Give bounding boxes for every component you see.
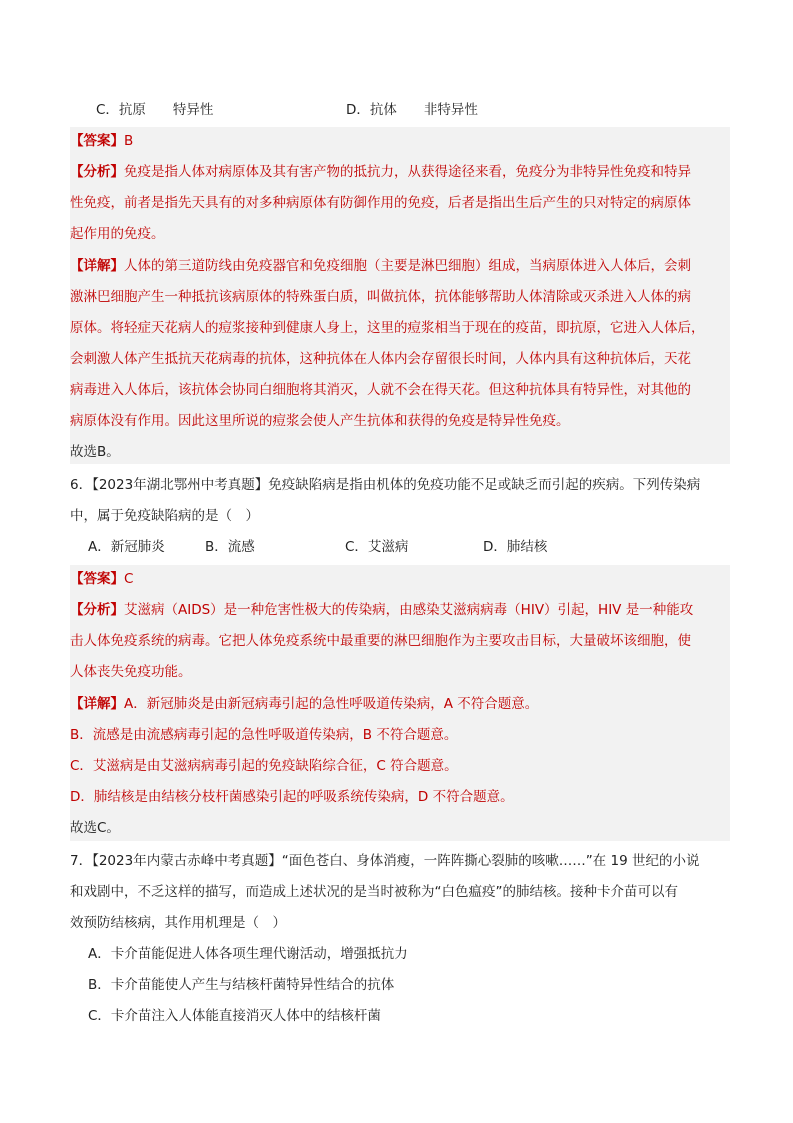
detail-text: 人体的第三道防线由免疫器官和免疫细胞（主要是淋巴细胞）组成，当病原体进入人体后，会刺 [124,258,691,274]
q6-option-b: B．流感 [205,539,255,555]
q5-detail-line-2: 激淋巴细胞产生一种抵抗该病原体的特殊蛋白质，叫做抗体，抗体能够帮助人体清除或灭杀进入人体的病 [70,289,691,305]
q7-option-c: C．卡介苗注入人体能直接消灭人体中的结核杆菌 [88,1008,381,1024]
q5-analysis-line-3: 起作用的免疫。 [70,226,165,242]
q5-detail-line-3: 原体。将轻症天花病人的痘浆接种到健康人身上，这里的痘浆相当于现在的疫苗，即抗原，它进入人体后， [70,320,705,336]
analysis-text: 艾滋病（AIDS）是一种危害性极大的传染病，由感染艾滋病病毒（HIV）引起，HIV 是一种能攻 [124,602,694,618]
q6-stem-line-1: 6．【2023年湖北鄂州中考真题】免疫缺陷病是指由机体的免疫功能不足或缺乏而引起的疾病。下列传染病 [70,477,701,493]
q6-analysis-line-2: 击人体免疫系统的病毒。它把人体免疫系统中最重要的淋巴细胞作为主要攻击目标，大量破坏该细胞，使 [70,633,691,649]
q5-option-c: C．抗原 特异性 [96,102,214,118]
q6-analysis-line-1 [70,600,730,620]
q6-option-a: A．新冠肺炎 [88,539,165,555]
q6-detail-line-3: C．艾滋病是由艾滋病病毒引起的免疫缺陷综合征，C 符合题意。 [70,758,458,774]
detail-tag: 【详解】 [70,258,124,274]
q6-answer [70,569,730,589]
analysis-tag: 【分析】 [70,164,124,180]
q5-detail-line-6: 病原体没有作用。因此这里所说的痘浆会使人产生抗体和获得的免疫是特异性免疫。 [70,413,570,429]
answer-tag: 【答案】 [70,571,124,587]
q5-option-d: D．抗体 非特异性 [346,102,478,118]
analysis-text: 免疫是指人体对病原体及其有害产物的抵抗力，从获得途径来看，免疫分为非特异性免疫和特异 [124,164,691,180]
q7-stem-line-3: 效预防结核病，其作用机理是（ ） [70,915,286,931]
q5-answer [70,131,730,151]
q6-stem-line-2: 中，属于免疫缺陷病的是（ ） [70,508,259,524]
q7-option-a: A．卡介苗能促进人体各项生理代谢活动，增强抵抗力 [88,946,408,962]
answer-value: C [124,571,134,587]
q6-option-d: D．肺结核 [483,539,548,555]
q5-conclusion: 故选B。 [70,444,120,460]
q6-detail-line-1 [70,694,730,714]
q5-detail-line-4: 会刺激人体产生抵抗天花病毒的抗体，这种抗体在人体内会存留很长时间，人体内具有这种抗体后，天花 [70,351,691,367]
answer-value: B [124,133,134,149]
q5-options-row [96,100,726,120]
q6-detail-line-4: D．肺结核是由结核分枝杆菌感染引起的呼吸系统传染病，D 不符合题意。 [70,789,514,805]
q5-analysis-line-2: 性免疫，前者是指先天具有的对多种病原体有防御作用的免疫，后者是指出生后产生的只对特定的病原体 [70,195,691,211]
q6-conclusion: 故选C。 [70,820,120,836]
q7-stem-line-2: 和戏剧中，不乏这样的描写，而造成上述状况的是当时被称为“白色瘟疫”的肺结核。接种卡介苗可以有 [70,884,678,900]
q7-stem-line-1: 7．【2023年内蒙古赤峰中考真题】“面色苍白、身体消瘦，一阵阵撕心裂肺的咳嗽……”在 19 世纪的小说 [70,853,700,869]
q5-analysis-line-1 [70,162,730,182]
analysis-tag: 【分析】 [70,602,124,618]
q6-options-row [88,537,728,557]
q5-detail-line-5: 病毒进入人体后，该抗体会协同白细胞将其消灭，人就不会在得天花。但这种抗体具有特异性，对其他的 [70,382,691,398]
q6-analysis-line-3: 人体丧失免疫功能。 [70,664,192,680]
detail-tag: 【详解】 [70,696,124,712]
q7-option-b: B．卡介苗能使人产生与结核杆菌特异性结合的抗体 [88,977,395,993]
answer-tag: 【答案】 [70,133,124,149]
q5-detail-line-1 [70,256,730,276]
q6-option-c: C．艾滋病 [345,539,409,555]
q6-detail-line-2: B．流感是由流感病毒引起的急性呼吸道传染病，B 不符合题意。 [70,727,458,743]
detail-text: A．新冠肺炎是由新冠病毒引起的急性呼吸道传染病，A 不符合题意。 [124,696,539,712]
